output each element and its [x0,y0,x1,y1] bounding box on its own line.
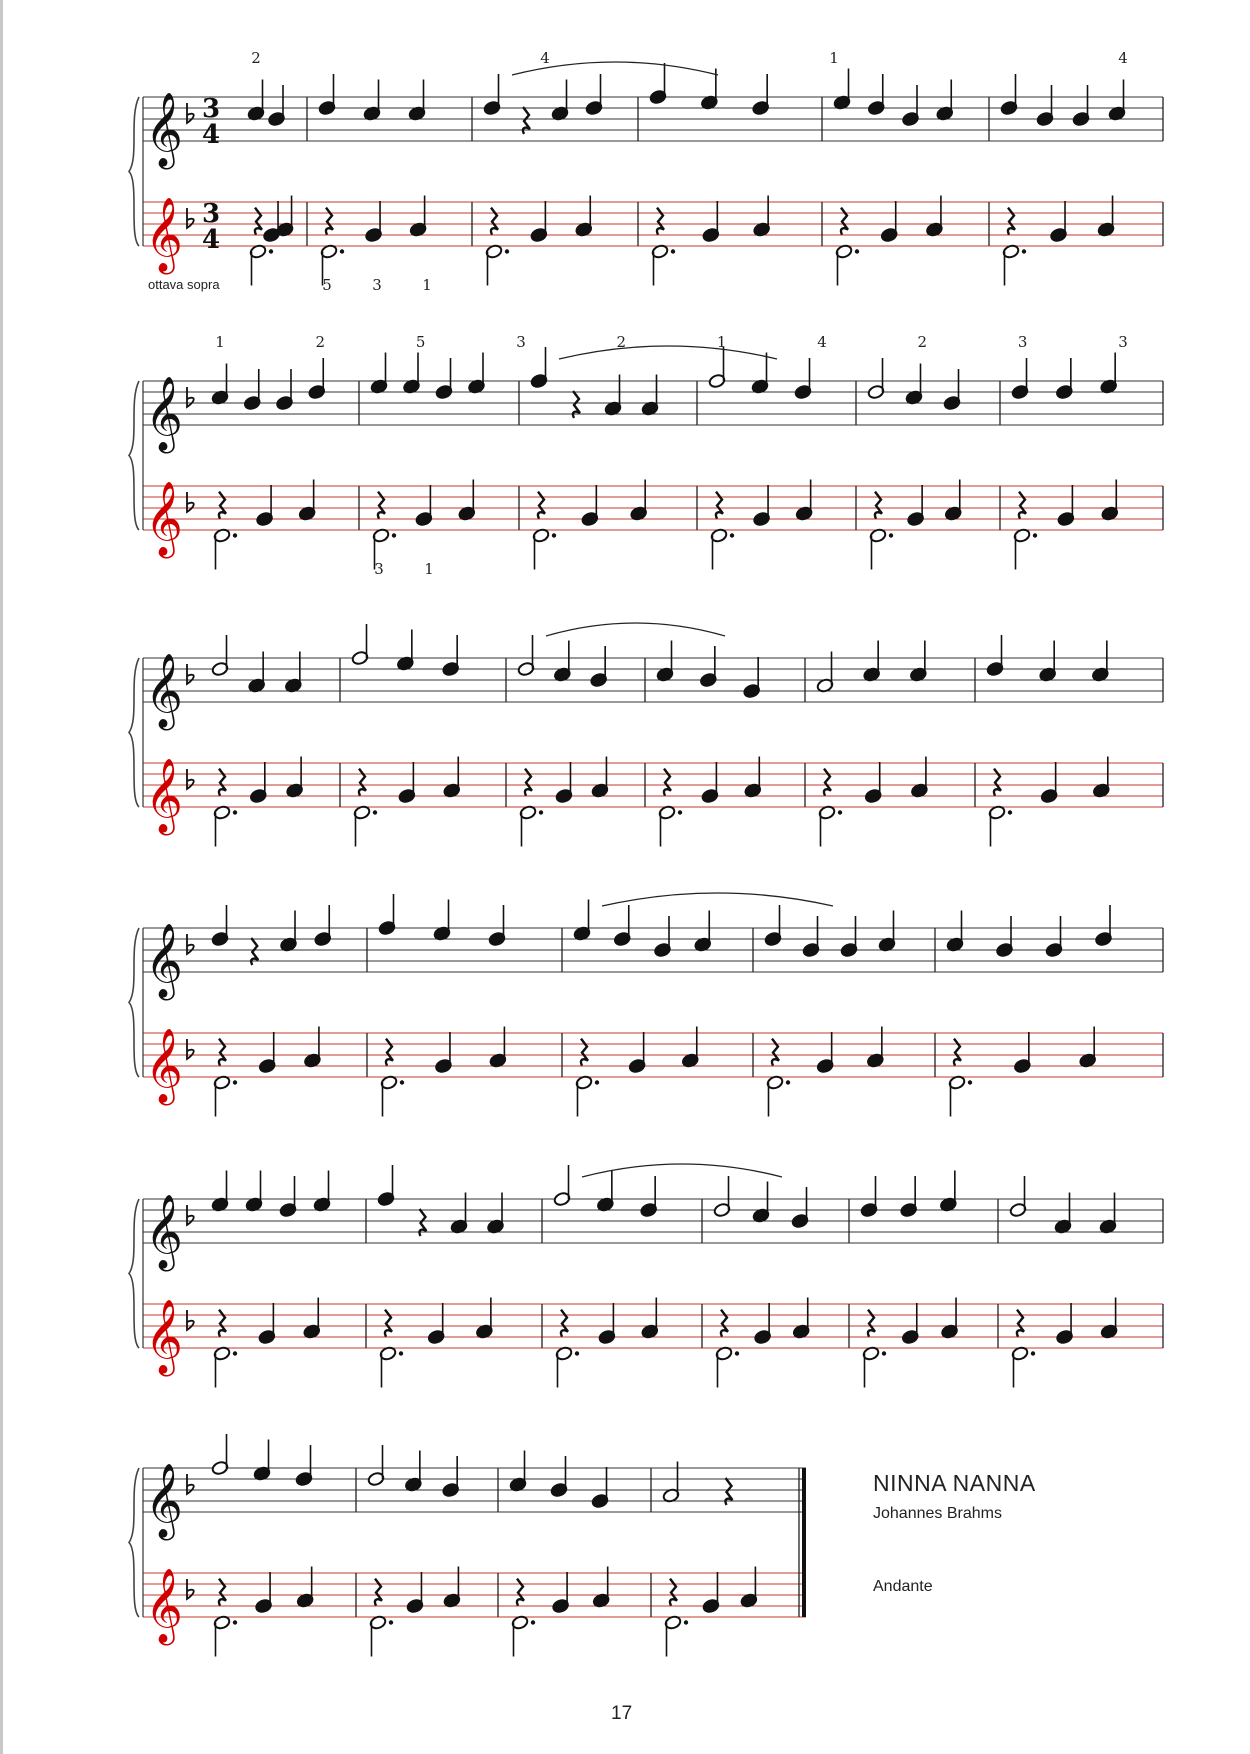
lower-key-flat-4 [187,1039,194,1059]
lower-treble-clef-2 [145,482,183,559]
lower-treble-clef-3-glyph: 𝄞 [145,759,183,833]
fingering-above-1-4: 4 [1118,49,1128,67]
fingering-above-2-7: 4 [817,333,827,351]
lower-rest-6-1 [219,1579,226,1606]
lower-dot-5-5 [882,1351,886,1355]
lower-dot-3-5 [838,810,842,814]
system-2-brace [129,381,139,530]
lower-rest-1-2 [326,208,333,235]
lower-rest-2-6 [1019,492,1026,519]
lower-rest-6-4 [670,1579,677,1606]
fingering-above-1-1: 2 [251,49,261,67]
lower-dot-1-3 [505,249,509,253]
lower-dot-3-6 [1008,810,1012,814]
lower-rest-4-5 [954,1039,961,1066]
slur-4 [602,893,833,906]
page-number: 17 [611,1703,633,1724]
lower-rest-2-3 [538,492,545,519]
fingering-above-2-3: 5 [415,333,426,351]
lower-treble-clef-1 [145,198,183,275]
lower-dot-1-2 [340,249,344,253]
system-4-brace [129,928,139,1077]
lower-treble-clef-4-glyph: 𝄞 [145,1029,183,1103]
lower-dot-2-5 [889,533,893,537]
lower-dot-1-4 [671,249,675,253]
lower-treble-clef-6-glyph: 𝄞 [145,1569,183,1643]
lower-dot-2-4 [730,533,734,537]
lower-rest-6-3 [517,1579,524,1606]
lower-dot-4-2 [400,1080,404,1084]
lower-key-flat-1 [187,208,194,228]
upper-treble-clef-6 [145,1464,183,1541]
ottava-annotation: ottava sopra [148,277,220,292]
lower-dot-5-2 [399,1351,403,1355]
lower-rest-4-3 [581,1039,588,1066]
fingering-above-1-2: 4 [540,49,550,67]
lower-treble-clef-6 [145,1569,183,1646]
lower-rest-4-1 [219,1039,226,1066]
lower-rest-3-3 [525,769,532,796]
lower-treble-clef-4 [145,1029,183,1106]
lower-dot-5-1 [233,1351,237,1355]
lower-dot-3-2 [373,810,377,814]
lower-dot-5-4 [735,1351,739,1355]
upper-treble-clef-2-glyph: 𝄞 [145,377,183,451]
lower-key-flat-2 [187,492,194,512]
system-1-brace [129,97,139,246]
lower-dot-4-5 [968,1080,972,1084]
lower-rest-5-5 [868,1310,875,1337]
lower-dot-4-4 [786,1080,790,1084]
lower-dot-1-5 [855,249,859,253]
upper-key-flat-1 [187,103,194,123]
lower-treble-clef-5-glyph: 𝄞 [145,1300,183,1374]
lower-key-flat-5 [187,1310,194,1330]
fingering-above-2-1: 1 [215,333,225,351]
lower-rest-1-3 [491,208,498,235]
upper-treble-clef-1 [145,93,183,170]
composer-name: Johannes Brahms [873,1505,1002,1522]
final-thick-barline [802,1468,806,1617]
tempo-marking: Andante [873,1578,933,1595]
system-5-brace [129,1199,139,1348]
system-3-brace [129,658,139,807]
upper-treble-clef-1-glyph: 𝄞 [145,93,183,167]
upper-treble-clef-4-glyph: 𝄞 [145,924,183,998]
system-6-brace [129,1468,139,1617]
fingering-above-2-4: 3 [516,333,526,351]
upper-treble-clef-3 [145,654,183,731]
lower-rest-5-4 [721,1310,728,1337]
lower-dot-6-2 [389,1620,393,1624]
lower-dot-3-1 [233,810,237,814]
upper-treble-clef-4 [145,924,183,1001]
lower-dot-6-3 [531,1620,535,1624]
lower-key-flat-6 [187,1579,194,1599]
lower-rest-5-2 [385,1310,392,1337]
lower-rest-3-6 [994,769,1001,796]
lower-rest-1-4 [657,208,664,235]
upper-key-flat-4 [187,934,194,954]
lower-rest-3-2 [359,769,366,796]
fingering-below-1-2: 3 [372,276,382,294]
lower-treble-clef-5 [145,1300,183,1377]
fingering-below-2-1: 3 [374,560,384,578]
time-sig-upper-den: 4 [201,120,221,150]
lower-rest-1-1 [255,208,262,235]
upper-treble-clef-5-glyph: 𝄞 [145,1195,183,1269]
upper-key-flat-6 [187,1474,194,1494]
lower-dot-5-3 [575,1351,579,1355]
fingering-above-2-9: 3 [1017,333,1028,351]
fingering-above-2-6: 1 [716,333,727,351]
lower-rest-1-6 [1008,208,1015,235]
lower-rest-2-1 [219,492,226,519]
lower-dot-2-2 [392,533,396,537]
lower-rest-2-2 [378,492,385,519]
upper-key-flat-5 [187,1205,194,1225]
fingering-above-1-3: 1 [829,49,839,67]
lower-dot-4-1 [233,1080,237,1084]
lower-rest-4-4 [772,1039,779,1066]
lower-rest-3-4 [664,769,671,796]
lower-dot-3-4 [678,810,682,814]
lower-dot-5-6 [1031,1351,1035,1355]
fingering-above-2-5: 2 [616,333,627,351]
piece-title: NINNA NANNA [873,1470,1036,1496]
upper-treble-clef-3-glyph: 𝄞 [145,654,183,728]
fingering-above-2-10: 3 [1118,333,1128,351]
lower-dot-1-1 [269,249,273,253]
lower-rest-6-2 [375,1579,382,1606]
lower-dot-3-3 [539,810,543,814]
lower-rest-4-2 [386,1039,393,1066]
upper-key-flat-3 [187,664,194,684]
lower-treble-clef-1-glyph: 𝄞 [145,198,183,272]
lower-dot-1-6 [1022,249,1026,253]
lower-rest-2-5 [875,492,882,519]
lower-treble-clef-3 [145,759,183,836]
fingering-below-2-2: 1 [424,560,434,578]
fingering-above-2-2: 2 [315,333,326,351]
lower-dot-4-3 [595,1080,599,1084]
lower-dot-2-3 [552,533,556,537]
upper-key-flat-2 [187,387,194,407]
upper-treble-clef-2 [145,377,183,454]
time-sig-lower-num: 3 [201,199,221,229]
lower-rest-5-1 [219,1310,226,1337]
lower-dot-6-4 [684,1620,688,1624]
lower-rest-1-5 [841,208,848,235]
time-sig-lower-den: 4 [201,225,221,255]
fingering-below-1-3: 1 [422,276,432,294]
upper-treble-clef-6-glyph: 𝄞 [145,1464,183,1538]
slur-2 [559,346,777,359]
lower-rest-3-1 [219,769,226,796]
lower-rest-5-6 [1017,1310,1024,1337]
lower-dot-6-1 [233,1620,237,1624]
slur-3 [546,623,725,636]
fingering-above-2-8: 2 [917,333,928,351]
lower-rest-3-5 [824,769,831,796]
lower-key-flat-3 [187,769,194,789]
upper-treble-clef-5 [145,1195,183,1272]
lower-rest-2-4 [716,492,723,519]
lower-dot-2-1 [233,533,237,537]
fingering-below-1-1: 5 [322,276,332,294]
lower-treble-clef-2-glyph: 𝄞 [145,482,183,556]
lower-dot-2-6 [1033,533,1037,537]
lower-rest-5-3 [561,1310,568,1337]
time-sig-upper-num: 3 [201,94,221,124]
